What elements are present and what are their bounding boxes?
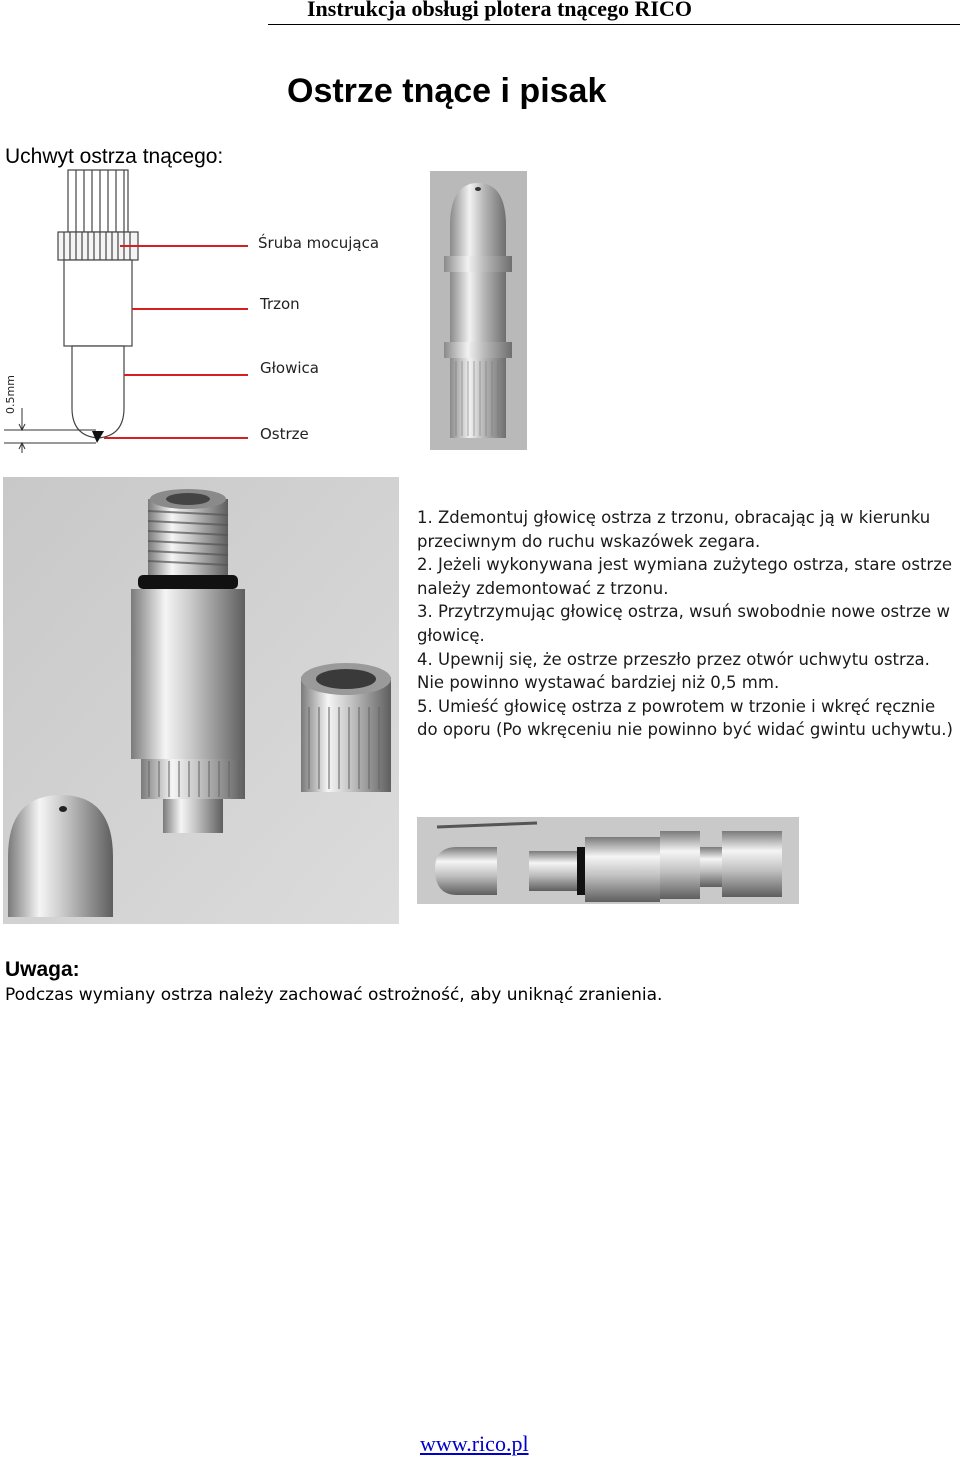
footer-website-link[interactable]: www.rico.pl [420,1431,529,1456]
page-title: Ostrze tnące i pisak [287,72,607,110]
header-rule [268,24,960,25]
shaft-body-shape [64,260,132,346]
label-head: Głowica [260,359,319,377]
shaft-top [68,170,128,232]
disassembled-holder-photo [3,477,399,924]
page-header [0,0,960,26]
head-shape [72,346,124,438]
step-1: 1. Zdemontuj głowicę ostrza z trzonu, obracając ją w kierunku przeciwnym do ruchu wskazówek zegara. [417,508,931,551]
step-2: 2. Jeżeli wykonywana jest wymiana zużytego ostrza, stare ostrze należy zdemontować z trzonu. [417,555,953,598]
blade-holder-photo [430,171,527,450]
step-5: 5. Umieść głowicę ostrza z powrotem w trzonie i wkręć ręcznie do oporu (Po wkręceniu nie powinno być widać gwintu uchywtu.) [417,696,953,740]
label-mounting-screw: Śruba mocująca [258,234,380,252]
label-shaft: Trzon [260,295,300,313]
exploded-view-photo [417,817,799,904]
instruction-steps [417,506,957,742]
blade-holder-diagram [0,168,420,453]
note-title: Uwaga: [5,958,80,981]
label-blade: Ostrze [260,425,309,443]
step-4: 4. Upewnij się, że ostrze przeszło przez otwór uchwytu ostrza. Nie powinno wystawać bardziej niż 0,5 mm. [417,649,930,693]
dimension-label: 0.5mm [4,375,17,414]
section-title: Uchwyt ostrza tnącego: [5,145,224,168]
note-text: Podczas wymiany ostrza należy zachować ostrożność, aby uniknąć zranienia. [5,985,663,1005]
header-title: Instrukcja obsługi plotera tnącego RICO [306,0,692,21]
step-3: 3. Przytrzymując głowicę ostrza, wsuń swobodnie nowe ostrze w głowicę. [417,602,950,645]
